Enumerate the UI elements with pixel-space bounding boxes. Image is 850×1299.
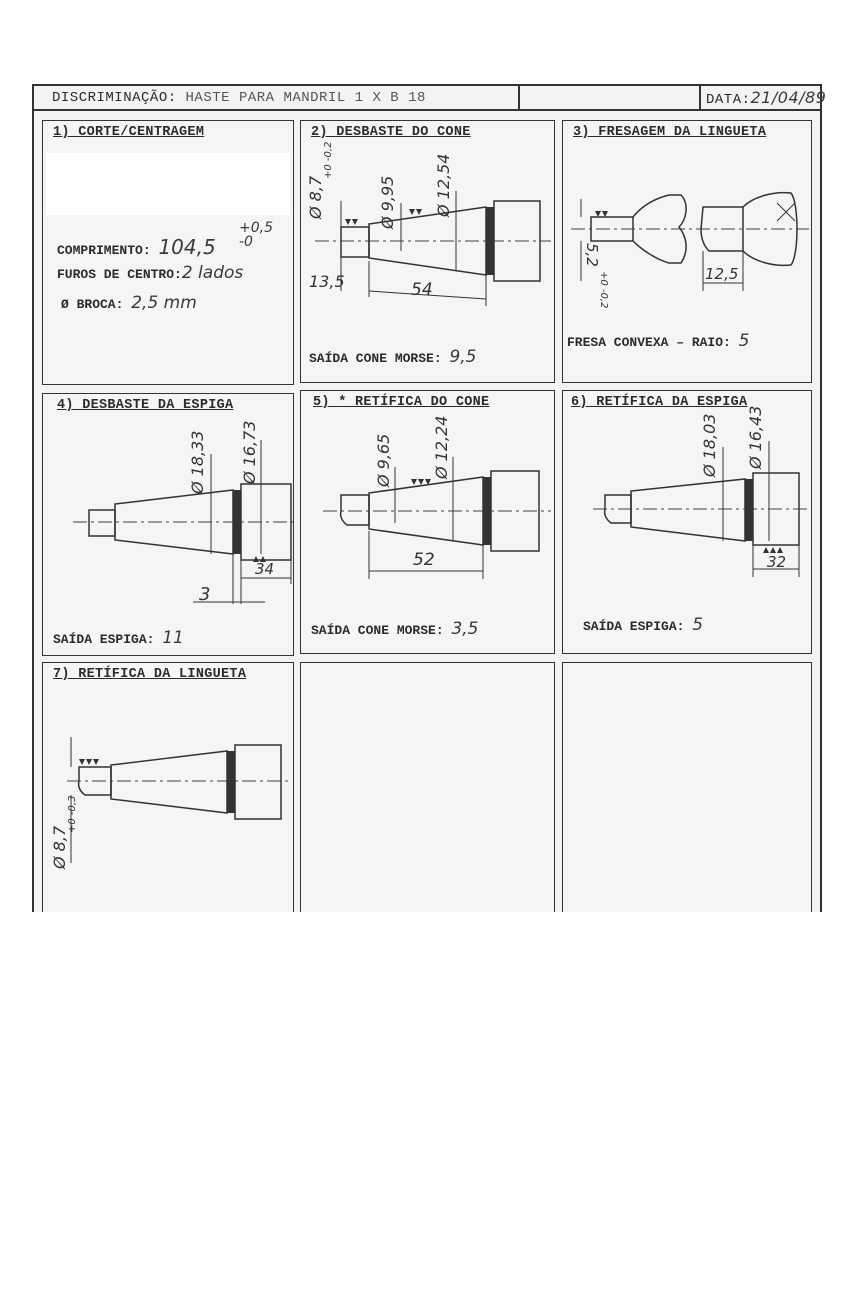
dim-l: 12,5 bbox=[705, 265, 739, 283]
header-divider-1 bbox=[518, 84, 520, 110]
discriminacao-label: DISCRIMINAÇÃO: bbox=[52, 90, 177, 106]
comprimento-value: 104,5 bbox=[158, 235, 216, 259]
saida-row-4 bbox=[53, 628, 184, 648]
header-bottom-rule bbox=[34, 109, 820, 111]
drawing-desbaste-espiga bbox=[43, 394, 294, 656]
dim-d3: Ø 12,54 bbox=[434, 153, 453, 217]
header-top-rule bbox=[34, 84, 820, 86]
panel-desbaste-cone bbox=[300, 120, 555, 383]
panel-empty-8 bbox=[300, 662, 555, 922]
comprimento-tol-plus: +0,5 bbox=[239, 220, 273, 236]
panel-1-title: 1) CORTE/CENTRAGEM bbox=[53, 125, 205, 140]
header-divider-2 bbox=[699, 84, 701, 110]
saida-label-2: SAÍDA CONE MORSE: bbox=[309, 351, 442, 366]
data-value: 21/04/89 bbox=[750, 88, 827, 107]
data-label: DATA: bbox=[706, 92, 751, 108]
saida-label-5: SAÍDA CONE MORSE: bbox=[311, 623, 444, 638]
drawing-desbaste-cone bbox=[301, 121, 555, 383]
saida-label-4: SAÍDA ESPIGA: bbox=[53, 632, 155, 647]
panel-fresagem-lingueta bbox=[562, 120, 812, 383]
saida-value-6: 5 bbox=[692, 615, 704, 635]
dim-l: 52 bbox=[413, 550, 435, 570]
redacted-area bbox=[46, 153, 290, 215]
process-sheet bbox=[32, 84, 827, 912]
dim-d: Ø 8,7 bbox=[50, 825, 69, 869]
panel-empty-9 bbox=[562, 662, 812, 922]
furos-value: 2 lados bbox=[181, 263, 244, 283]
dim-l1: 34 bbox=[255, 560, 275, 578]
comprimento-label: COMPRIMENTO: bbox=[57, 243, 151, 258]
dim-d1: Ø 9,65 bbox=[374, 433, 393, 487]
data-row bbox=[706, 88, 826, 108]
dim-d2: Ø 9,95 bbox=[378, 175, 397, 229]
dim-d1-tol: +0 -0,2 bbox=[323, 141, 334, 179]
dim-w-tol: +0 -0,2 bbox=[598, 271, 609, 309]
panel-retifica-lingueta bbox=[42, 662, 294, 922]
panel-3-title: 3) FRESAGEM DA LINGUETA bbox=[573, 125, 767, 140]
dim-l2: 54 bbox=[411, 280, 433, 300]
saida-row-5 bbox=[311, 619, 478, 639]
dim-w: 5,2 bbox=[583, 243, 601, 267]
panel-2-title: 2) DESBASTE DO CONE bbox=[311, 125, 471, 140]
furos-label: FUROS DE CENTRO: bbox=[57, 267, 182, 282]
comprimento-tolerance bbox=[239, 221, 273, 249]
furos-row bbox=[57, 263, 243, 283]
dim-l: 32 bbox=[767, 553, 787, 571]
panel-retifica-espiga bbox=[562, 390, 812, 654]
saida-value-5: 3,5 bbox=[451, 619, 479, 639]
dim-l1: 13,5 bbox=[309, 272, 345, 291]
panel-4-title: 4) DESBASTE DA ESPIGA bbox=[57, 398, 234, 413]
saida-value-2: 9,5 bbox=[449, 347, 477, 367]
fresa-label: FRESA CONVEXA – RAIO: bbox=[567, 335, 731, 350]
broca-row bbox=[61, 293, 197, 313]
discriminacao-row bbox=[52, 90, 426, 106]
saida-row-2 bbox=[309, 347, 476, 367]
blank-area bbox=[0, 912, 850, 1299]
panel-6-title: 6) RETÍFICA DA ESPIGA bbox=[571, 395, 748, 410]
drawing-retifica-cone bbox=[301, 391, 555, 654]
saida-label-6: SAÍDA ESPIGA: bbox=[583, 619, 685, 634]
dim-d2: Ø 16,43 bbox=[746, 405, 765, 469]
panel-retifica-cone bbox=[300, 390, 555, 654]
panel-5-title: 5) * RETÍFICA DO CONE bbox=[313, 395, 490, 410]
dim-d1: Ø 18,33 bbox=[188, 430, 207, 494]
dim-d1: Ø 8,7 bbox=[306, 175, 325, 219]
dim-l2: 3 bbox=[199, 584, 211, 605]
dim-d2: Ø 12,24 bbox=[432, 415, 451, 479]
comprimento-tol-minus: -0 bbox=[239, 234, 253, 250]
dim-d-tol: +0 -0,3 bbox=[67, 795, 78, 833]
fresa-value: 5 bbox=[738, 331, 750, 351]
fresa-row bbox=[567, 331, 749, 351]
drawing-retifica-lingueta bbox=[43, 663, 294, 922]
broca-value: 2,5 mm bbox=[131, 293, 197, 313]
saida-row-6 bbox=[583, 615, 703, 635]
saida-value-4: 11 bbox=[162, 628, 184, 648]
dim-d1: Ø 18,03 bbox=[700, 413, 719, 477]
discriminacao-value: HASTE PARA MANDRIL 1 X B 18 bbox=[185, 90, 426, 106]
dim-d2: Ø 16,73 bbox=[240, 420, 259, 484]
broca-label: Ø BROCA: bbox=[61, 297, 124, 312]
panel-corte-centragem bbox=[42, 120, 294, 385]
comprimento-row bbox=[57, 235, 216, 259]
panel-7-title: 7) RETÍFICA DA LINGUETA bbox=[53, 667, 247, 682]
panel-desbaste-espiga bbox=[42, 393, 294, 656]
